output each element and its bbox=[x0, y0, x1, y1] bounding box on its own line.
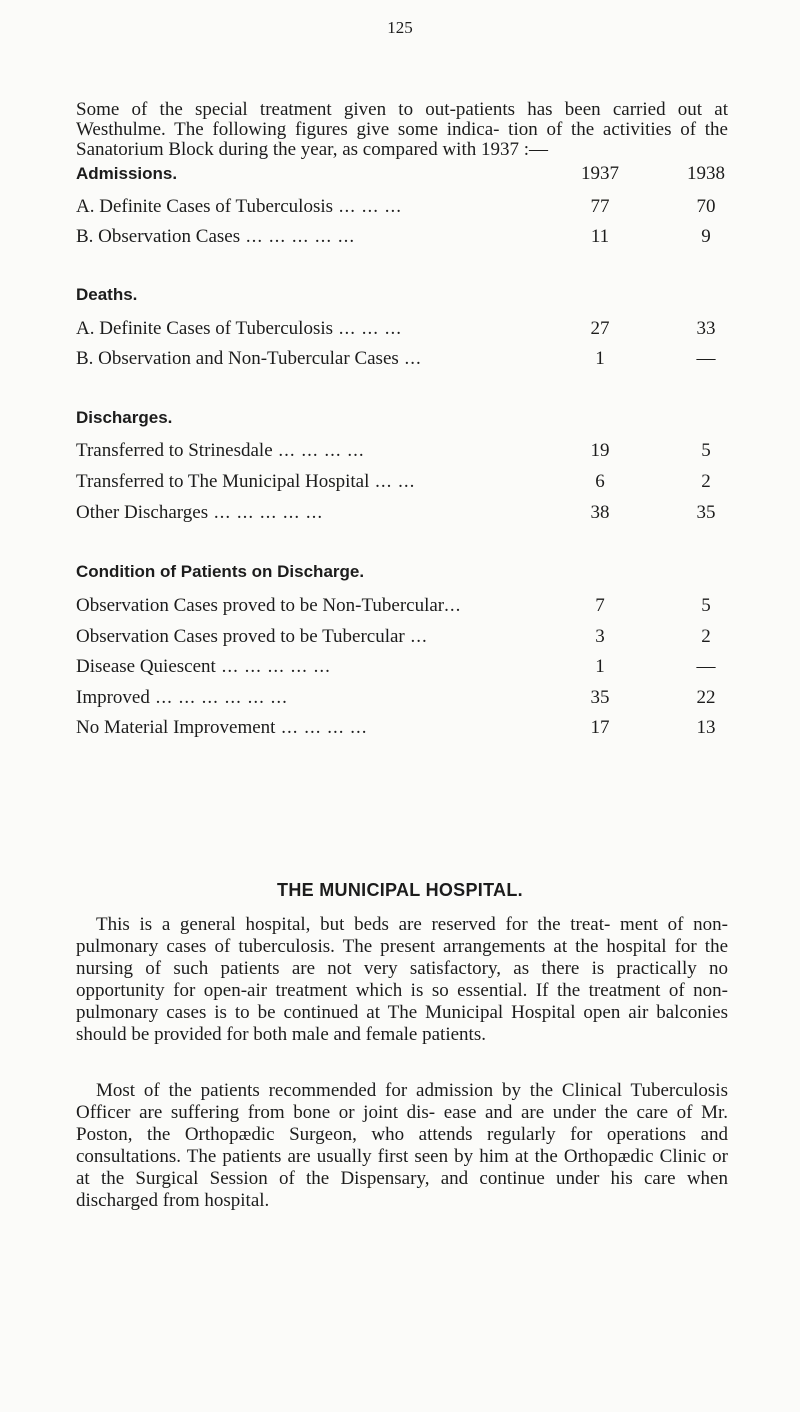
value-1938: 5 bbox=[701, 440, 711, 461]
value-1937: 3 bbox=[595, 626, 605, 647]
table-row bbox=[76, 471, 716, 499]
intro-paragraph: Some of the special treatment given to out-patients has been carried out at Westhulme. The following figures give some indica- tion of the activities of the Sanatorium Block during the year, as compared with 1937 :— bbox=[76, 99, 728, 160]
row-label: Transferred to The Municipal Hospital bbox=[76, 471, 370, 492]
leader-dots: ... ... ... bbox=[333, 196, 403, 217]
value-1937: 7 bbox=[595, 595, 605, 616]
table-row bbox=[76, 656, 716, 684]
value-1938: 13 bbox=[696, 717, 716, 738]
row-label: B. Observation and Non-Tubercular Cases bbox=[76, 348, 399, 369]
table-row bbox=[76, 502, 716, 530]
leader-dots: ... bbox=[398, 348, 422, 369]
row-label: No Material Improvement bbox=[76, 717, 276, 738]
hospital-paragraph-2: Most of the patients recommended for admission by the Clinical Tuberculosis Officer are suffering from bone or joint dis- ease and are under the care of Mr. Poston, the Orthopædic Surgeon, who attends regularly for operations and consultations. The patients are usually first seen by him at the Orthopædic Clinic or at the Surgical Session of the Dispensary, and continue under his care when discharged from hospital. bbox=[76, 1080, 728, 1211]
value-1938: 9 bbox=[701, 226, 711, 247]
discharges-heading: Discharges. bbox=[76, 408, 173, 427]
row-label: Disease Quiescent bbox=[76, 656, 216, 677]
value-1937: 1 bbox=[595, 348, 605, 369]
row-label: B. Observation Cases bbox=[76, 226, 241, 247]
value-1937: 11 bbox=[590, 226, 610, 247]
row-label: Improved bbox=[76, 687, 150, 708]
value-1937: 17 bbox=[590, 717, 610, 738]
leader-dots: ... ... ... ... ... bbox=[240, 226, 356, 247]
table-row bbox=[76, 226, 716, 254]
row-label: A. Definite Cases of Tuberculosis bbox=[76, 318, 334, 339]
value-1938: 2 bbox=[701, 626, 711, 647]
leader-dots: ... ... ... ... ... bbox=[208, 502, 324, 523]
deaths-heading: Deaths. bbox=[76, 285, 138, 304]
year-1937-header: 1937 bbox=[581, 163, 619, 184]
leader-dots: ... ... ... ... bbox=[272, 440, 365, 461]
table-row bbox=[76, 687, 716, 715]
row-label: Observation Cases proved to be Non-Tubercular bbox=[76, 595, 445, 616]
hospital-heading: THE MUNICIPAL HOSPITAL. bbox=[277, 880, 523, 900]
value-1938: 70 bbox=[696, 196, 716, 217]
row-label: A. Definite Cases of Tuberculosis bbox=[76, 196, 334, 217]
row-label: Other Discharges bbox=[76, 502, 209, 523]
condition-heading: Condition of Patients on Discharge. bbox=[76, 562, 365, 581]
table-row bbox=[76, 440, 716, 468]
value-1938: — bbox=[696, 348, 716, 369]
table-row bbox=[76, 626, 716, 654]
table-row bbox=[76, 196, 716, 224]
leader-dots: ... bbox=[404, 626, 428, 647]
value-1938: — bbox=[696, 656, 716, 677]
row-label: Observation Cases proved to be Tubercular bbox=[76, 626, 405, 647]
row-label: Transferred to Strinesdale bbox=[76, 440, 273, 461]
year-1938-header: 1938 bbox=[687, 163, 725, 184]
value-1937: 35 bbox=[590, 687, 610, 708]
hospital-paragraph-1: This is a general hospital, but beds are reserved for the treat- ment of non-pulmonary cases of tuberculosis. The present arrangements at the hospital for the nursing of such patients are not very satisfactory, as there is practically no opportunity for open-air treatment which is so essential. If the treatment of non-pulmonary cases is to be continued at The Municipal Hospital open air balconies should be provided for both male and female patients. bbox=[76, 914, 728, 1045]
table-row bbox=[76, 595, 716, 623]
leader-dots: ... ... ... bbox=[333, 318, 403, 339]
leader-dots: ... bbox=[444, 595, 462, 616]
leader-dots: ... ... ... ... bbox=[275, 717, 368, 738]
value-1937: 38 bbox=[590, 502, 610, 523]
admissions-heading: Admissions. bbox=[76, 164, 178, 183]
value-1937: 27 bbox=[590, 318, 610, 339]
value-1937: 19 bbox=[590, 440, 610, 461]
value-1937: 6 bbox=[595, 471, 605, 492]
table-row bbox=[76, 318, 716, 346]
leader-dots: ... ... ... ... ... bbox=[215, 656, 331, 677]
value-1938: 2 bbox=[701, 471, 711, 492]
page-number: 125 bbox=[387, 18, 413, 37]
table-row bbox=[76, 717, 716, 745]
value-1937: 77 bbox=[590, 196, 610, 217]
value-1937: 1 bbox=[595, 656, 605, 677]
value-1938: 5 bbox=[701, 595, 711, 616]
leader-dots: ... ... ... ... ... ... bbox=[149, 687, 288, 708]
table-row bbox=[76, 348, 716, 376]
value-1938: 22 bbox=[696, 687, 716, 708]
value-1938: 35 bbox=[696, 502, 716, 523]
leader-dots: ... ... bbox=[369, 471, 416, 492]
value-1938: 33 bbox=[696, 318, 716, 339]
